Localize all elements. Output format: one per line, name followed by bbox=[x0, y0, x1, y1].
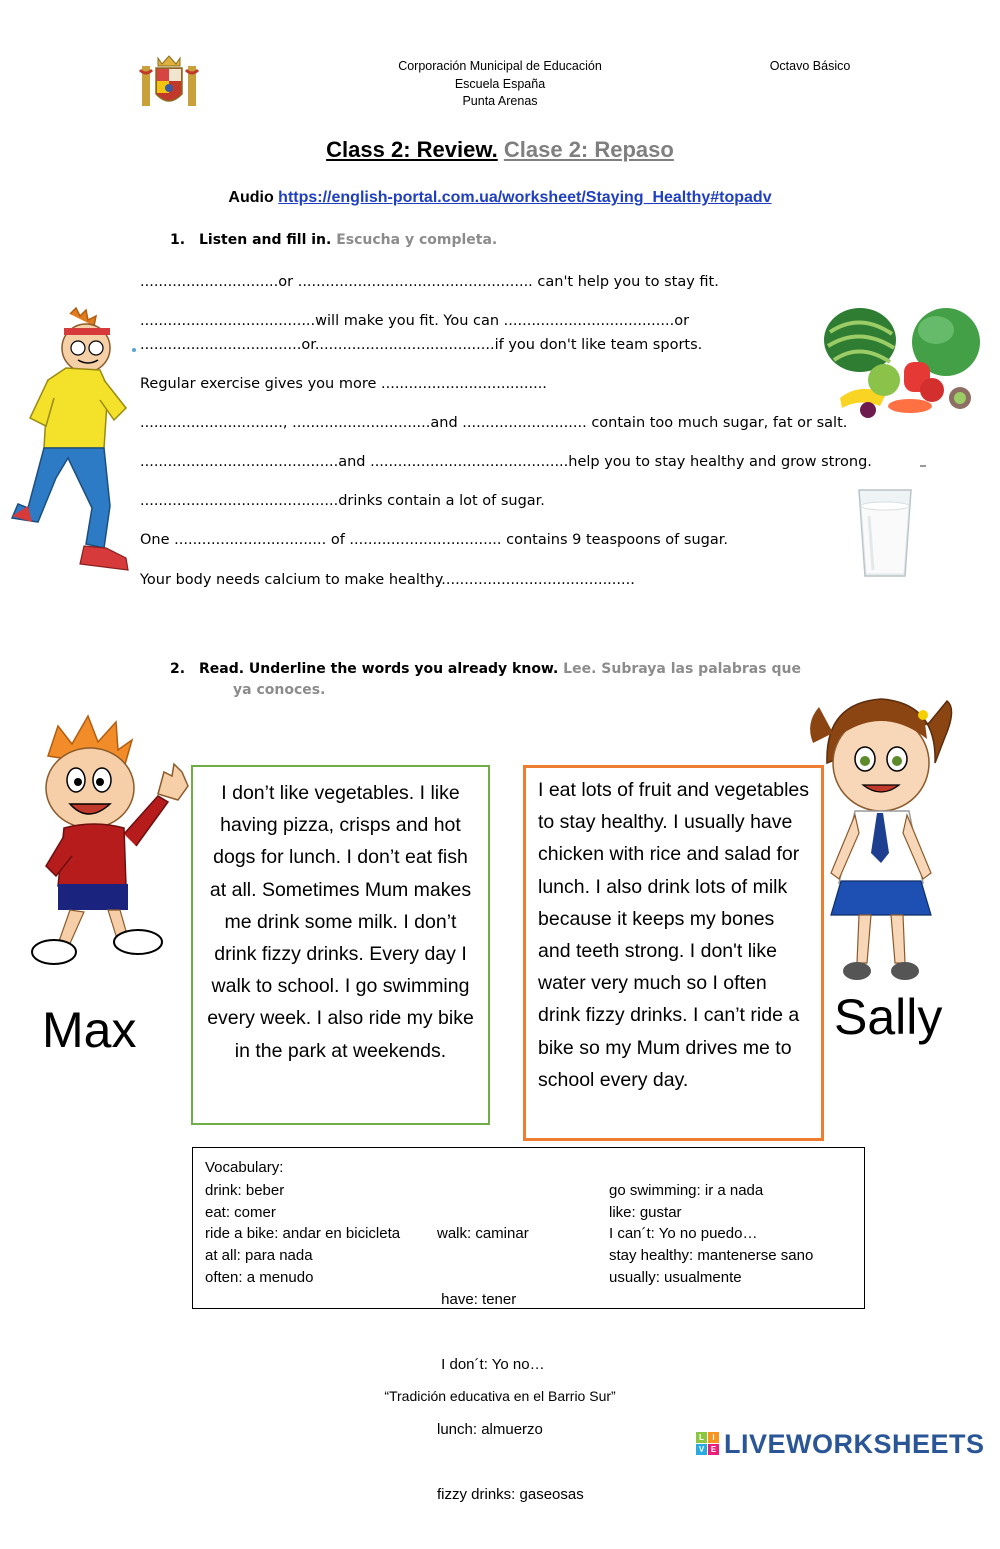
title-english: Class 2: Review. bbox=[326, 137, 498, 162]
vocab-item: ride a bike: andar en bicicleta bbox=[205, 1225, 401, 1243]
page-title bbox=[0, 137, 1000, 163]
brand-text: LIVEWORKSHEETS bbox=[724, 1429, 985, 1459]
task2-english: Read. Underline the words you already know. bbox=[199, 661, 559, 677]
task2-heading bbox=[170, 656, 870, 682]
fill-line-1[interactable]: ..............................or ................................................... can't help you to stay fit. bbox=[140, 274, 719, 290]
corporation-name: Corporación Municipal de Educación bbox=[398, 59, 602, 73]
fill-line-6[interactable]: ...........................................and ...........................................help you to stay healthy and grow strong. bbox=[140, 454, 872, 470]
sally-text-box bbox=[523, 765, 824, 1141]
max-illustration bbox=[28, 716, 192, 968]
sally-text[interactable]: I eat lots of fruit and vegetables to stay healthy. I usually have chicken with rice and salad for lunch. I also drink lots of milk because it keeps my bones and teeth strong. I don't like water very much so I often drink fizzy drinks. I can’t ride a bike so my Mum drives me to school every day. bbox=[538, 779, 810, 1091]
jogger-illustration bbox=[8, 308, 138, 576]
small-dot bbox=[920, 465, 926, 467]
logo-tile-l: L bbox=[696, 1432, 707, 1443]
school-header bbox=[380, 58, 620, 111]
vocab-item: eat: comer bbox=[205, 1203, 276, 1221]
vocabulary-title: Vocabulary: bbox=[205, 1159, 284, 1176]
milk-glass-image bbox=[855, 486, 915, 582]
task1-spanish: Escucha y completa. bbox=[336, 232, 498, 248]
fill-line-9[interactable]: Your body needs calcium to make healthy.......................................... bbox=[140, 572, 635, 588]
vocabulary-col-2 bbox=[437, 1180, 584, 1549]
vocab-item: at all: para nada bbox=[205, 1247, 313, 1265]
audio-line bbox=[0, 189, 1000, 207]
city-name: Punta Arenas bbox=[462, 94, 538, 108]
footer-motto: “Tradición educativa en el Barrio Sur” bbox=[384, 1388, 616, 1404]
task1-number: 1. bbox=[170, 232, 186, 248]
audio-link[interactable]: https://english-portal.com.ua/worksheet/Staying_Healthy#topadv bbox=[278, 189, 772, 206]
fill-line-5[interactable]: ..............................., ..............................and ........................... contain too much sugar, fat or salt. bbox=[140, 415, 848, 431]
vocabulary-col-3 bbox=[609, 1180, 813, 1289]
vocab-item: like: gustar bbox=[609, 1203, 682, 1221]
logo-tile-e: E bbox=[708, 1444, 719, 1455]
vocab-item: go swimming: ir a nada bbox=[609, 1182, 764, 1199]
vocabulary-col-1 bbox=[205, 1180, 400, 1289]
vocab-item: often: a menudo bbox=[205, 1268, 314, 1286]
coat-of-arms bbox=[138, 50, 200, 114]
logo-tile-i: I bbox=[708, 1432, 719, 1443]
max-name: Max bbox=[42, 1002, 137, 1058]
vocab-item: I don´t: Yo no… bbox=[437, 1355, 545, 1373]
school-name: Escuela España bbox=[454, 76, 546, 91]
vocab-item: fizzy drinks: gaseosas bbox=[437, 1485, 584, 1503]
task2-spanish-2: ya conoces. bbox=[233, 682, 326, 698]
max-text-box bbox=[191, 765, 490, 1125]
fill-line-3[interactable]: ...................................or.......................................if you don't like team sports. bbox=[140, 337, 703, 353]
grade-label: Octavo Básico bbox=[769, 59, 851, 73]
vocab-item: walk: caminar bbox=[437, 1225, 529, 1243]
vocab-item: I can´t: Yo no puedo… bbox=[609, 1225, 758, 1243]
title-spanish: Clase 2: Repaso bbox=[503, 137, 674, 162]
task1-heading bbox=[170, 232, 497, 248]
task1-english: Listen and fill in. bbox=[199, 232, 332, 248]
vocab-item: lunch: almuerzo bbox=[437, 1420, 543, 1438]
fill-line-8[interactable]: One ................................. of ................................. contains 9 teaspoons of sugar. bbox=[140, 532, 728, 548]
vocab-item: have: tener bbox=[437, 1290, 517, 1308]
fill-line-7[interactable]: ...........................................drinks contain a lot of sugar. bbox=[140, 493, 545, 509]
liveworksheets-logo bbox=[696, 1429, 996, 1461]
vocab-item: stay healthy: mantenerse sano bbox=[609, 1247, 814, 1265]
vocab-item: drink: beber bbox=[205, 1182, 285, 1199]
audio-label: Audio bbox=[228, 189, 274, 206]
max-text[interactable]: I don’t like vegetables. I like having pizza, crisps and hot dogs for lunch. I don’t eat fish at all. Sometimes Mum makes me drink some milk. I don’t drink fizzy drinks. Every day I walk to school. I go swimming every week. I also ride my bike in the park at weekends. bbox=[207, 782, 474, 1062]
vocab-item: usually: usualmente bbox=[609, 1268, 742, 1286]
task2-number: 2. bbox=[170, 661, 186, 677]
logo-mark bbox=[696, 1432, 720, 1456]
fill-line-2[interactable]: ......................................will make you fit. You can .....................................or bbox=[140, 313, 690, 329]
sally-name: Sally bbox=[834, 989, 943, 1045]
sally-illustration bbox=[805, 693, 957, 993]
fruit-vegetables-image bbox=[820, 302, 982, 420]
task2-heading-cont bbox=[233, 682, 325, 698]
task2-spanish-1: Lee. Subraya las palabras que bbox=[563, 661, 801, 677]
fill-line-4[interactable]: Regular exercise gives you more .................................... bbox=[140, 376, 547, 392]
logo-tile-v: V bbox=[696, 1444, 707, 1455]
